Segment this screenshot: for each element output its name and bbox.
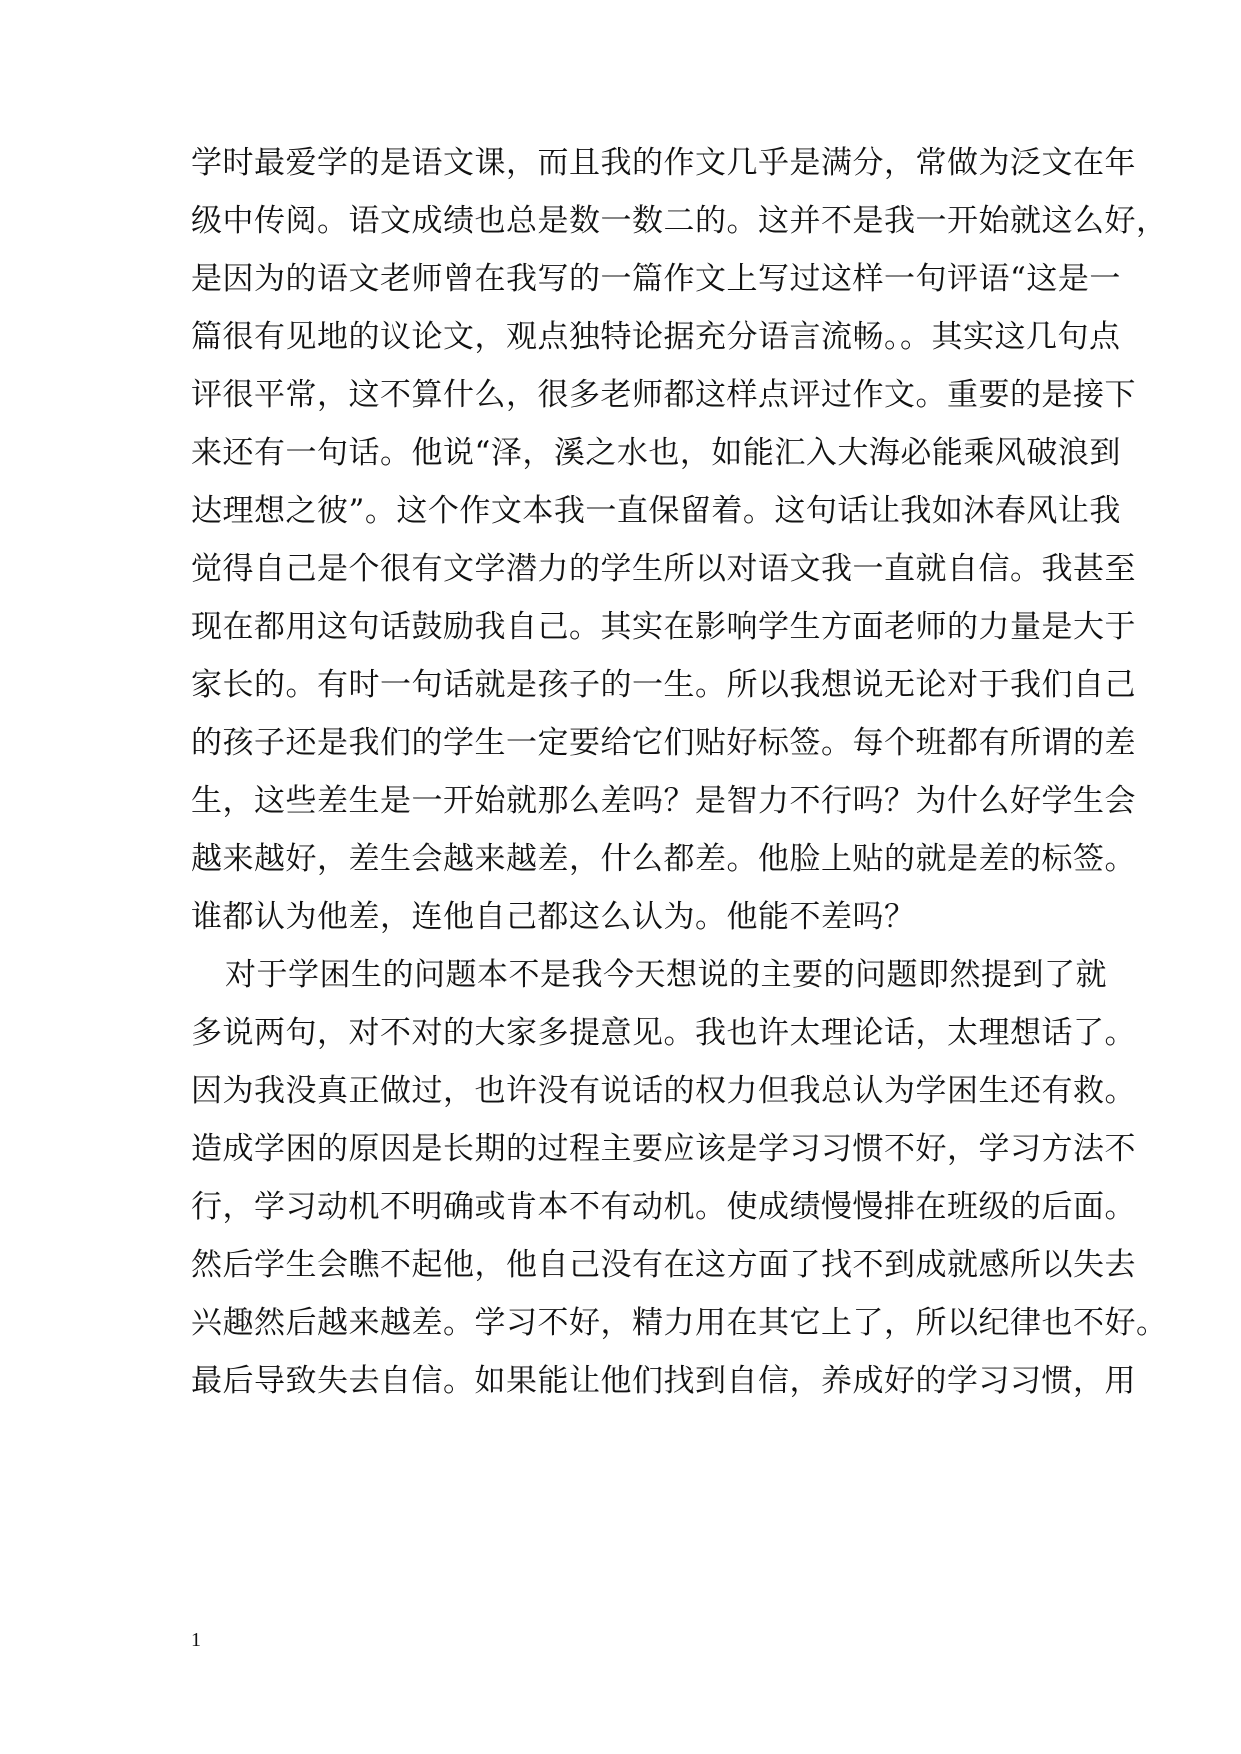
text-line: 因为我没真正做过，也许没有说话的权力但我总认为学困生还有救。 [191,1073,1136,1109]
text-line: 觉得自己是个很有文学潜力的学生所以对语文我一直就自信。我甚至 [191,551,1136,587]
text-line: 然后学生会瞧不起他，他自己没有在这方面了找不到成就感所以失去 [191,1247,1136,1283]
page-number: 1 [191,1629,201,1651]
text-line: 评很平常，这不算什么，很多老师都这样点评过作文。重要的是接下 [191,377,1136,413]
text-line: 行，学习动机不明确或肯本不有动机。使成绩慢慢排在班级的后面。 [191,1189,1136,1225]
text-line: 学时最爱学的是语文课，而且我的作文几乎是满分，常做为泛文在年 [191,145,1136,181]
text-line: 越来越好，差生会越来越差，什么都差。他脸上贴的就是差的标签。 [191,841,1136,877]
text-line: 是因为的语文老师曾在我写的一篇作文上写过这样一句评语“这是一 [191,261,1121,297]
text-line: 的孩子还是我们的学生一定要给它们贴好标签。每个班都有所谓的差 [191,725,1136,761]
text-line: 篇很有见地的议论文，观点独特论据充分语言流畅。。其实这几句点 [191,319,1121,355]
text-line: 现在都用这句话鼓励我自己。其实在影响学生方面老师的力量是大于 [191,609,1136,645]
text-line: 达理想之彼”。这个作文本我一直保留着。这句话让我如沐春风让我 [191,493,1121,529]
text-line: 造成学困的原因是长期的过程主要应该是学习习惯不好，学习方法不 [191,1131,1136,1167]
text-line: 生，这些差生是一开始就那么差吗？是智力不行吗？为什么好学生会 [191,783,1136,819]
text-line: 兴趣然后越来越差。学习不好，精力用在其它上了，所以纪律也不好。 [191,1305,1168,1341]
text-line: 谁都认为他差，连他自己都这么认为。他能不差吗？ [191,899,916,935]
text-line: 最后导致失去自信。如果能让他们找到自信，养成好的学习习惯，用 [191,1363,1136,1399]
text-line: 家长的。有时一句话就是孩子的一生。所以我想说无论对于我们自己 [191,667,1136,703]
text-line: 级中传阅。语文成绩也总是数一数二的。这并不是我一开始就这么好， [191,203,1168,239]
text-line: 多说两句，对不对的大家多提意见。我也许太理论话，太理想话了。 [191,1015,1136,1051]
paragraph-first-line: 对于学困生的问题本不是我今天想说的主要的问题即然提到了就 [225,957,1107,993]
text-line: 来还有一句话。他说“泽，溪之水也，如能汇入大海必能乘风破浪到 [191,435,1121,471]
